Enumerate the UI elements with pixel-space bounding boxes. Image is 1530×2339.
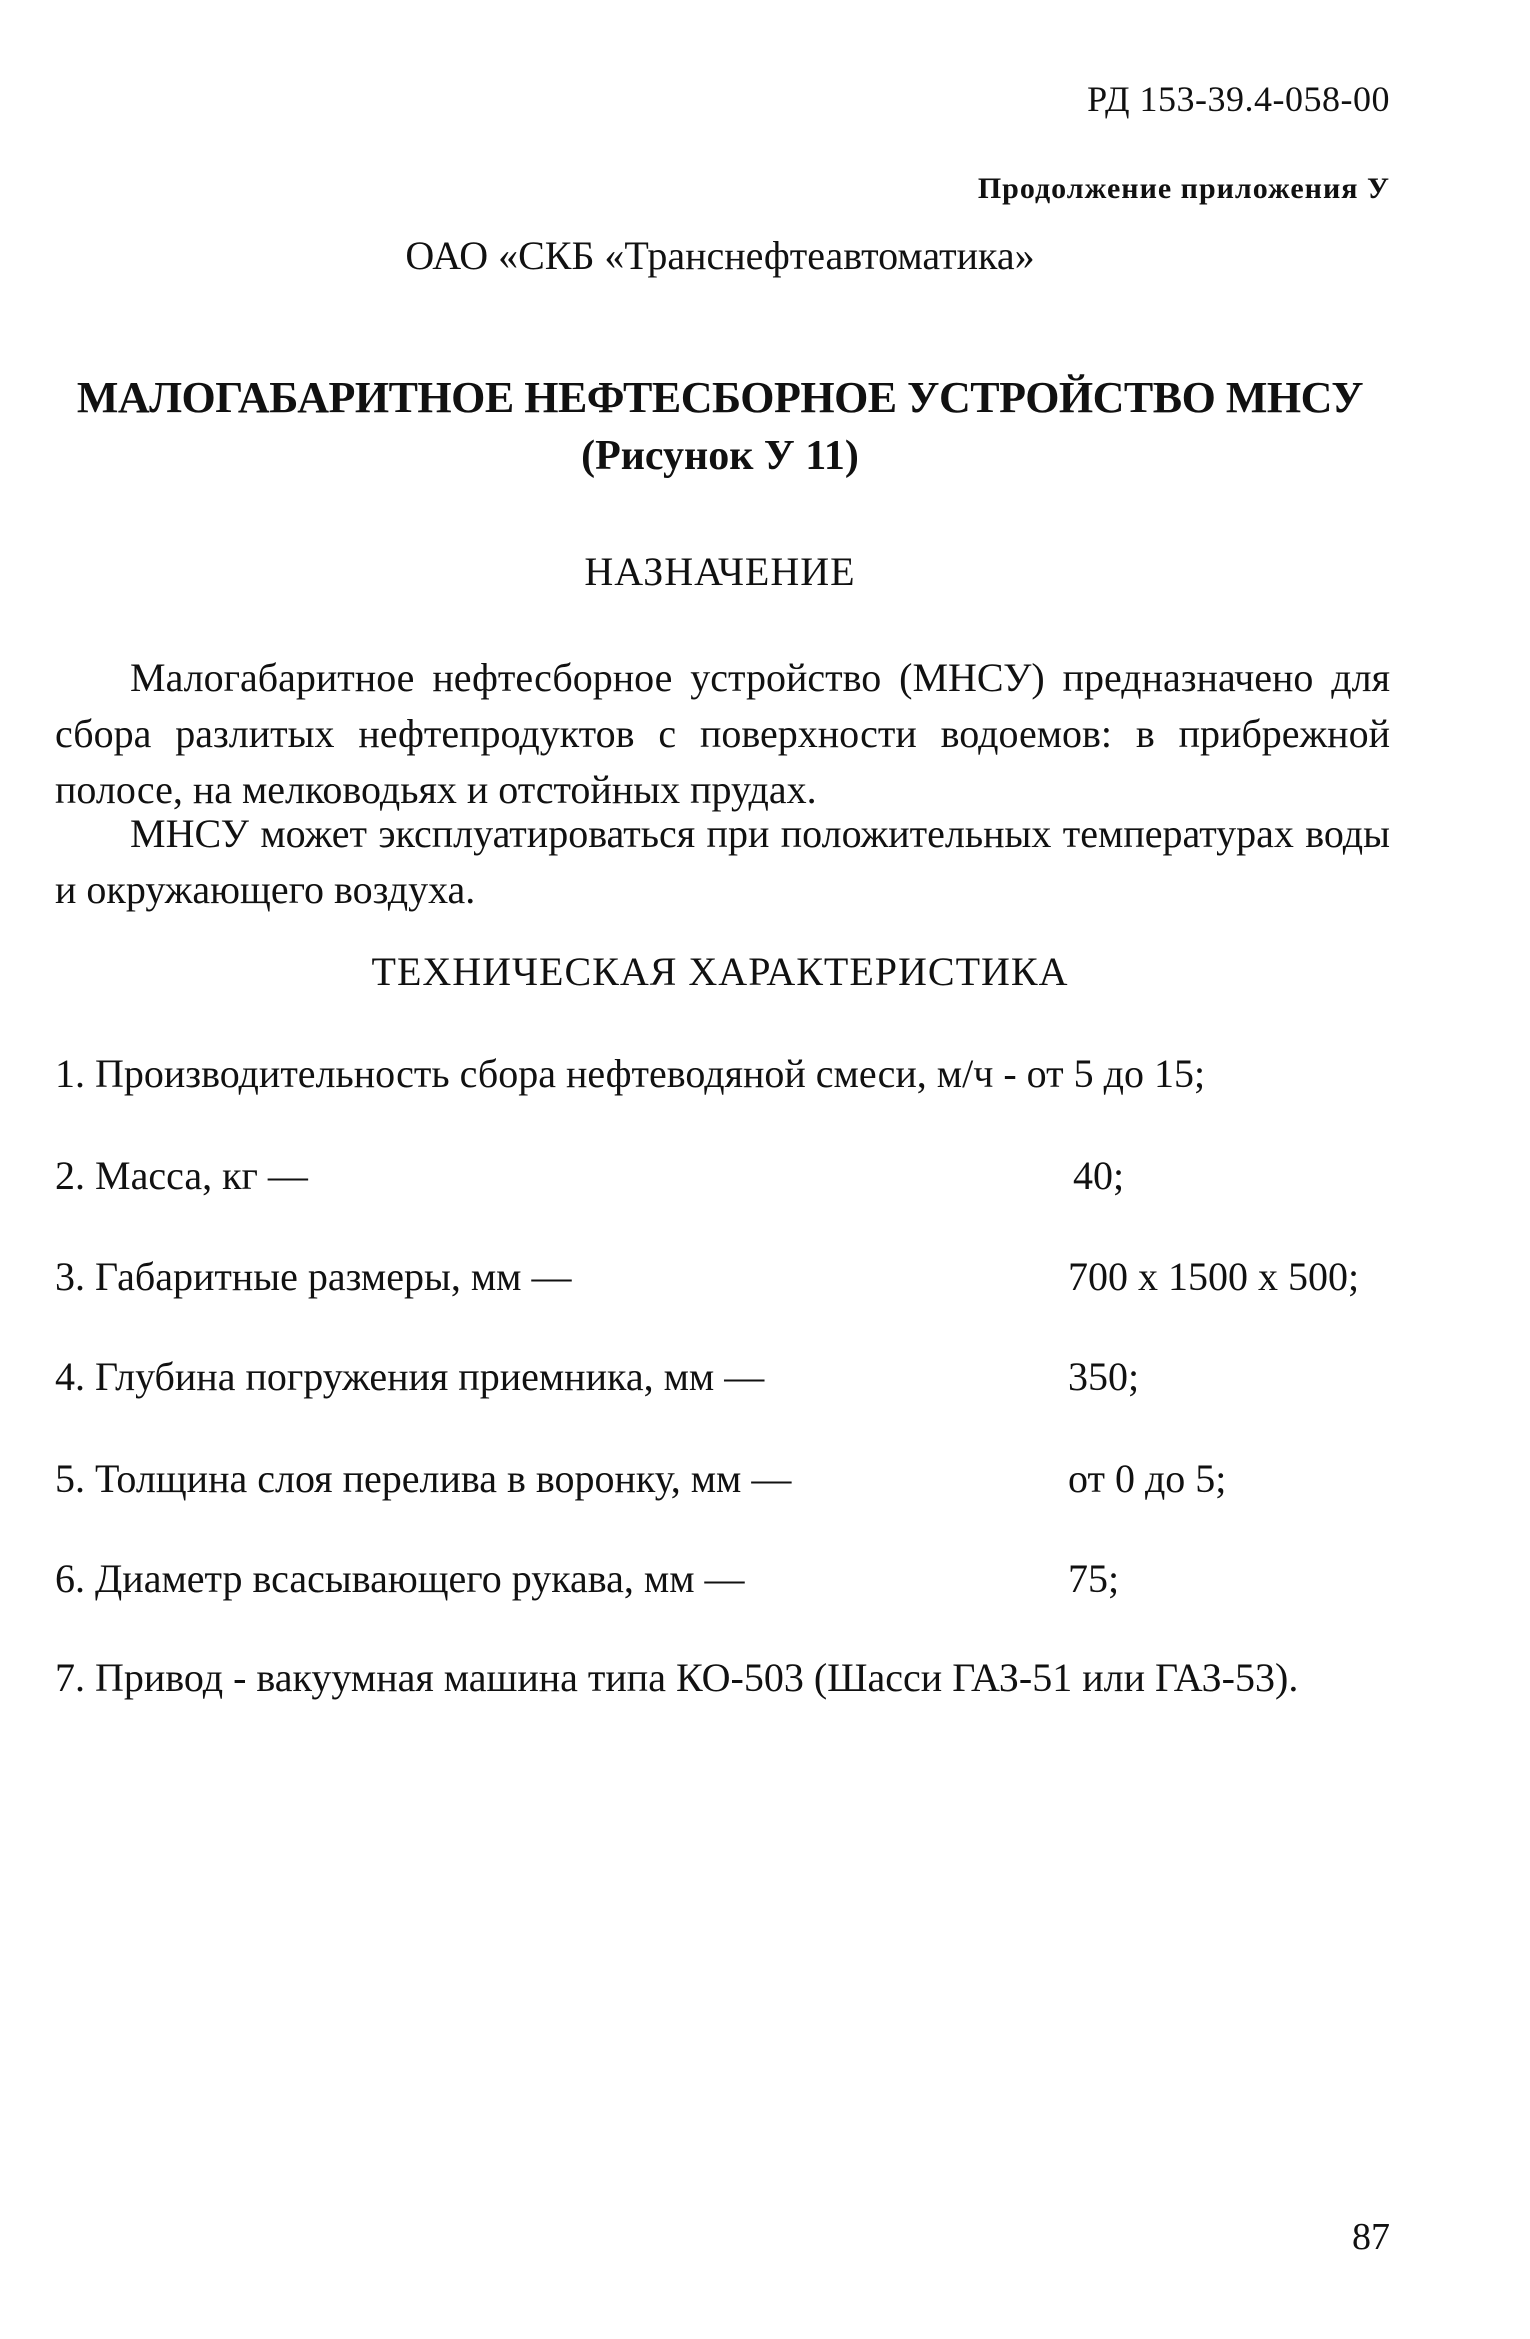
section-heading-purpose: НАЗНАЧЕНИЕ [584, 549, 856, 594]
purpose-paragraph-2: МНСУ может эксплуатироваться при положительных температурах воды и окружающего воздуха. [55, 811, 1390, 912]
spec-item-overflow-label: 5. Толщина слоя перелива в воронку, мм — [55, 1456, 792, 1501]
spec-item-depth-label: 4. Глубина погружения приемника, мм — [55, 1354, 765, 1399]
spec-item-hose-value: 75; [1068, 1556, 1120, 1601]
spec-item-dimensions-value: 700 x 1500 x 500; [1068, 1254, 1360, 1299]
figure-reference: (Рисунок У 11) [581, 433, 859, 479]
spec-item-depth-value: 350; [1068, 1354, 1140, 1399]
spec-item-hose-label: 6. Диаметр всасывающего рукава, мм — [55, 1556, 745, 1601]
appendix-continuation-note: Продолжение приложения У [977, 172, 1390, 205]
document-title: МАЛОГАБАРИТНОЕ НЕФТЕСБОРНОЕ УСТРОЙСТВО МНСУ [76, 373, 1364, 422]
purpose-paragraph-1: Малогабаритное нефтесборное устройство (МНСУ) предназначено для сбора разлитых нефтепродуктов с поверхности водоемов: в прибрежной полосе, на мелководьях и отстойных прудах. [55, 655, 1390, 812]
document-code: РД 153-39.4-058-00 [1087, 79, 1390, 119]
spec-item-drive: 7. Привод - вакуумная машина типа КО-503 (Шасси ГАЗ-51 или ГАЗ-53). [55, 1655, 1299, 1700]
spec-item-overflow-value: от 0 до 5; [1068, 1456, 1227, 1501]
section-heading-specs: ТЕХНИЧЕСКАЯ ХАРАКТЕРИСТИКА [371, 949, 1069, 994]
page-number: 87 [1352, 2216, 1390, 2258]
spec-item-mass-value: 40; [1073, 1153, 1125, 1198]
spec-item-capacity: 1. Производительность сбора нефтеводяной смеси, м/ч - от 5 до 15; [55, 1051, 1206, 1096]
organization-name: ОАО «СКБ «Транснефтеавтоматика» [405, 233, 1035, 278]
spec-item-mass-label: 2. Масса, кг — [55, 1153, 308, 1198]
spec-item-dimensions-label: 3. Габаритные размеры, мм — [55, 1254, 572, 1299]
